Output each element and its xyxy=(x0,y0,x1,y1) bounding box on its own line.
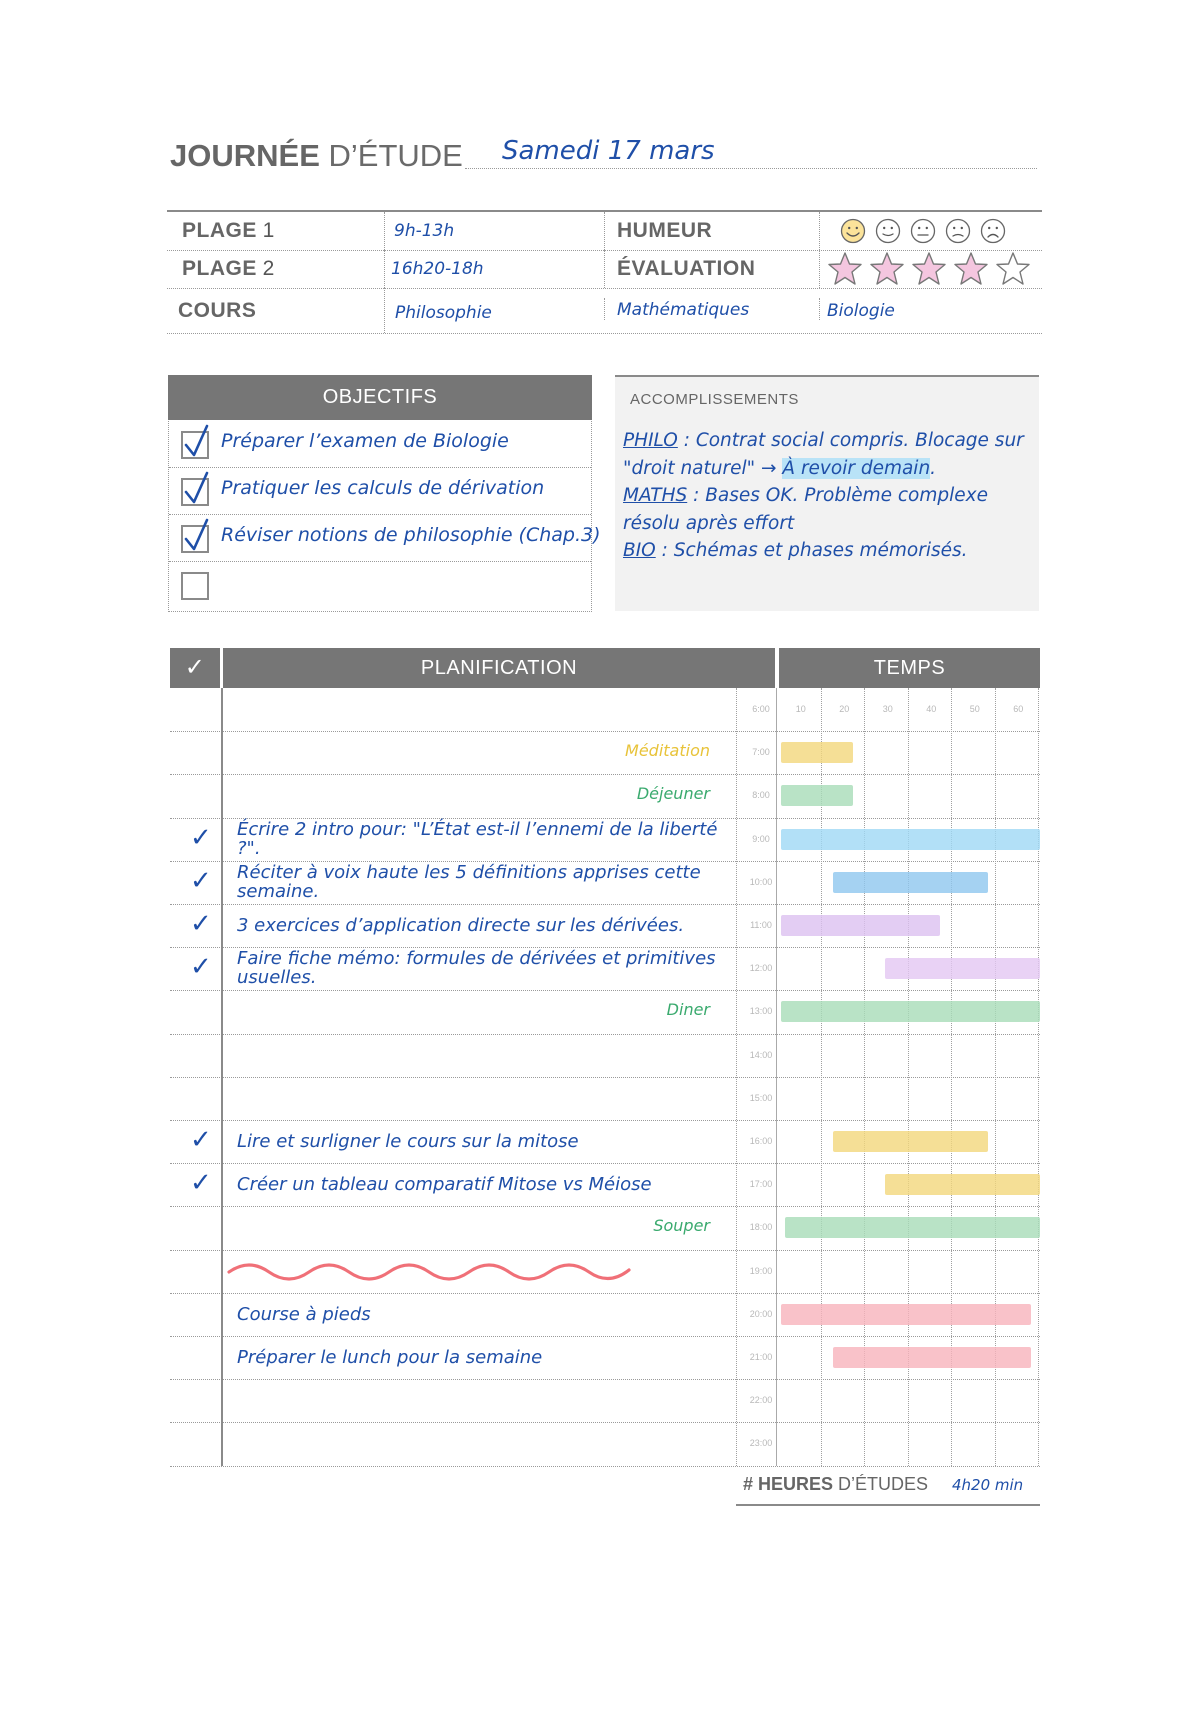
neutral-face-icon[interactable] xyxy=(910,218,936,244)
philo-highlight: À revoir demain xyxy=(782,457,931,479)
star-icon[interactable] xyxy=(911,251,947,287)
time-bar[interactable] xyxy=(833,1131,988,1152)
objective-checkbox[interactable] xyxy=(181,431,209,459)
time-label: 11:00 xyxy=(750,920,772,930)
planning-row xyxy=(170,731,1040,775)
sad-face-icon[interactable] xyxy=(945,218,971,244)
philo-text: : Contrat social compris. Blocage sur "droit naturel" → xyxy=(623,430,1024,479)
star-icon[interactable] xyxy=(995,251,1031,287)
time-bar[interactable] xyxy=(781,829,1040,850)
objectives-panel xyxy=(168,375,601,612)
time-label: 13:00 xyxy=(749,1006,773,1017)
objective-row xyxy=(169,561,591,608)
time-bar[interactable] xyxy=(785,1217,1040,1238)
task-text[interactable]: Souper xyxy=(653,1216,710,1236)
total-hours-value[interactable]: 4h20 min xyxy=(952,1476,1024,1494)
check-column-header: ✓ xyxy=(170,648,220,688)
minute-tick-label: 20 xyxy=(839,704,850,714)
squiggle-decoration xyxy=(227,1258,642,1288)
bio-label: BIO xyxy=(623,540,656,561)
time-label: 22:00 xyxy=(749,1395,773,1406)
task-text[interactable]: Course à pieds xyxy=(237,1303,371,1325)
objective-checkbox[interactable] xyxy=(181,478,209,506)
task-text[interactable]: Déjeuner xyxy=(636,784,710,804)
info-table xyxy=(167,210,1042,337)
plage1-label: PLAGE 1 xyxy=(182,219,275,242)
info-row-1 xyxy=(167,212,1042,251)
task-text[interactable]: Faire fiche mémo: formules de dérivées et primitives usuelles. xyxy=(237,948,716,989)
time-bar[interactable] xyxy=(781,1304,1031,1325)
objective-text[interactable]: Pratiquer les calculs de dérivation xyxy=(221,477,545,499)
plage1-value[interactable]: 9h-13h xyxy=(394,221,455,241)
objective-row xyxy=(169,514,601,562)
page-title-rest: D’ÉTUDE xyxy=(319,138,463,173)
task-check-icon[interactable]: ✓ xyxy=(190,951,212,982)
cours-label: COURS xyxy=(178,299,257,322)
task-check-icon[interactable]: ✓ xyxy=(190,864,212,895)
course-1[interactable]: Philosophie xyxy=(395,303,492,323)
accomplishments-panel xyxy=(615,375,1039,611)
time-header: TEMPS xyxy=(779,648,1040,688)
plage2-label: PLAGE 2 xyxy=(182,257,275,280)
time-label: 17:00 xyxy=(749,1179,773,1190)
date-underline xyxy=(465,168,1037,169)
maths-text: : Bases OK. Problème complexe résolu après effort xyxy=(623,485,988,534)
task-text[interactable]: Écrire 2 intro pour: "L’État est-il l’ennemi de la liberté ?". xyxy=(237,818,718,859)
time-label: 18:00 xyxy=(749,1222,773,1233)
time-label: 20:00 xyxy=(749,1308,773,1319)
task-text[interactable]: Diner xyxy=(666,1000,710,1020)
time-label: 12:00 xyxy=(749,963,773,974)
evaluation-label: ÉVALUATION xyxy=(617,257,756,280)
mood-selector[interactable] xyxy=(840,212,1015,250)
objective-text[interactable]: Réviser notions de philosophie (Chap.3) xyxy=(221,524,601,546)
very-sad-face-icon[interactable] xyxy=(980,218,1006,244)
objective-checkbox[interactable] xyxy=(181,572,209,600)
check-column-divider xyxy=(221,688,223,1466)
check-icon xyxy=(181,470,215,508)
philo-label: PHILO xyxy=(623,430,678,451)
minute-tick-label: 10 xyxy=(795,704,806,714)
minute-tick-label: 40 xyxy=(926,704,937,714)
task-text[interactable]: Lire et surligner le cours sur la mitose xyxy=(237,1131,579,1152)
planning-row xyxy=(170,1379,1040,1423)
time-label: 10:00 xyxy=(749,876,773,887)
planning-row xyxy=(170,1422,1040,1466)
task-text[interactable]: Méditation xyxy=(625,741,710,761)
minute-tick-label: 50 xyxy=(969,704,980,714)
time-label: 23:00 xyxy=(749,1438,773,1449)
objectives-title: OBJECTIFS xyxy=(168,375,592,420)
bio-text: : Schémas et phases mémorisés. xyxy=(655,540,968,561)
time-bar[interactable] xyxy=(833,1347,1031,1368)
time-label: 21:00 xyxy=(749,1352,773,1362)
planning-table xyxy=(170,648,1040,1466)
time-label: 7:00 xyxy=(752,747,770,758)
planning-row xyxy=(170,1077,1040,1121)
task-check-icon[interactable]: ✓ xyxy=(190,908,212,938)
total-underline xyxy=(736,1504,1040,1506)
time-bar[interactable] xyxy=(781,1001,1040,1022)
objective-text[interactable]: Préparer l’examen de Biologie xyxy=(221,430,509,452)
info-row-2 xyxy=(167,250,1042,289)
time-bar[interactable] xyxy=(781,742,853,763)
time-label: 9:00 xyxy=(752,833,770,844)
star-icon[interactable] xyxy=(953,251,989,287)
happy-face-icon[interactable] xyxy=(875,218,901,244)
maths-label: MATHS xyxy=(623,485,688,506)
task-text[interactable]: Préparer le lunch pour la semaine xyxy=(237,1347,543,1368)
page-title xyxy=(170,138,463,174)
time-bar[interactable] xyxy=(885,1174,1040,1195)
humeur-label: HUMEUR xyxy=(617,219,713,242)
time-bar[interactable] xyxy=(781,915,940,936)
time-label: 15:00 xyxy=(749,1092,773,1103)
star-icon[interactable] xyxy=(827,251,863,287)
time-label: 8:00 xyxy=(752,790,770,801)
info-row-3 xyxy=(167,288,1042,334)
minute-gridline xyxy=(1038,688,1039,1466)
task-check-icon[interactable]: ✓ xyxy=(190,821,212,852)
minute-tick-label: 30 xyxy=(882,704,893,714)
plage2-value[interactable]: 16h20-18h xyxy=(391,259,484,279)
planning-row xyxy=(170,774,1040,818)
star-icon[interactable] xyxy=(869,251,905,287)
time-label: 14:00 xyxy=(749,1049,773,1060)
task-text[interactable]: Créer un tableau comparatif Mitose vs Méiose xyxy=(237,1174,652,1196)
task-text[interactable]: Réciter à voix haute les 5 définitions apprises cette semaine. xyxy=(237,861,701,902)
time-bar[interactable] xyxy=(833,872,988,893)
time-bar[interactable] xyxy=(885,958,1040,979)
date-field[interactable]: Samedi 17 mars xyxy=(502,136,715,166)
minute-tick-label: 60 xyxy=(1013,704,1024,714)
very-happy-face-icon[interactable] xyxy=(840,218,866,244)
course-3[interactable]: Biologie xyxy=(827,301,895,321)
total-hours-label: # HEURES D’ÉTUDES xyxy=(743,1474,929,1494)
objective-checkbox[interactable] xyxy=(181,525,209,553)
check-icon xyxy=(181,423,215,461)
accomplishments-title: ACCOMPLISSEMENTS xyxy=(630,391,799,408)
time-label: 6:00 xyxy=(752,704,770,714)
task-check-icon[interactable]: ✓ xyxy=(190,1167,212,1198)
task-check-icon[interactable]: ✓ xyxy=(190,1124,212,1154)
planning-row xyxy=(170,1250,1040,1294)
time-bar[interactable] xyxy=(781,785,853,806)
check-icon xyxy=(181,517,215,555)
page-title-bold: JOURNÉE xyxy=(170,138,320,173)
time-grid-divider xyxy=(776,688,777,1466)
planning-header: PLANIFICATION xyxy=(223,648,775,688)
course-2[interactable]: Mathématiques xyxy=(617,300,750,320)
objective-row xyxy=(169,467,591,515)
accomplishments-notes[interactable]: PHILO : Contrat social compris. Blocage sur "droit naturel" → À revoir demain. MATHS : Bases OK. Problème complexe résolu après effort BIO : Schémas et phases mémorisés. xyxy=(623,430,1024,561)
rating-stars[interactable] xyxy=(827,250,1037,288)
time-label: 16:00 xyxy=(749,1136,773,1146)
planning-row xyxy=(170,1034,1040,1078)
objective-row xyxy=(169,420,591,468)
time-label: 19:00 xyxy=(749,1265,773,1276)
task-text[interactable]: 3 exercices d’application directe sur les dérivées. xyxy=(237,915,685,936)
time-label-divider xyxy=(736,688,737,1466)
